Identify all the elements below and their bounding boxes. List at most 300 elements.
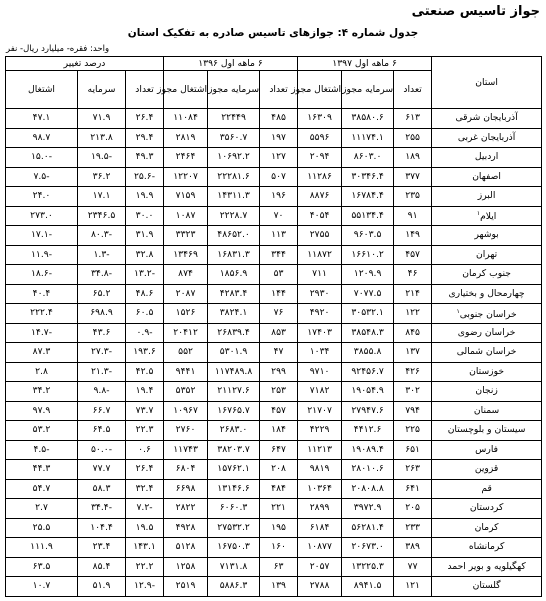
count-1396-cell: ۱۹۷ <box>260 128 298 148</box>
employment-header-change: اشتغال <box>6 71 78 109</box>
capital-1397-cell: ۳۸۵۵.۸ <box>342 343 394 363</box>
count-change-cell: ۱۹.۴ <box>126 382 164 402</box>
count-1397-cell: ۲۳۵ <box>394 187 432 207</box>
count-change-cell: ۲۲.۲ <box>126 557 164 577</box>
employment-1396-cell: ۱۰۹۶۷ <box>164 401 208 421</box>
province-cell <box>432 538 542 558</box>
capital-1397-cell: ۳۸۵۸۰.۶ <box>342 109 394 129</box>
capital-1396-cell: ۷۱۳۱.۸ <box>208 557 260 577</box>
employment-1396-cell: ۲۸۱۹ <box>164 128 208 148</box>
province-cell <box>432 245 542 265</box>
capital-1397-cell: ۵۶۲۸۱.۴ <box>342 518 394 538</box>
table-row <box>6 577 542 597</box>
count-change-cell: -۲۵.۶ <box>126 167 164 187</box>
province-cell <box>432 499 542 519</box>
employment-change-cell: -۱۸.۶ <box>6 265 78 285</box>
province-cell <box>432 440 542 460</box>
capital-1397-cell: ۱۹۰۵۴.۹ <box>342 382 394 402</box>
employment-change-cell: ۵۳.۲ <box>6 421 78 441</box>
employment-1397-cell: ۲۸۹۹ <box>298 499 342 519</box>
employment-1397-cell: ۹۷۱۰ <box>298 362 342 382</box>
count-1397-cell: ۷۷ <box>394 557 432 577</box>
count-change-cell: ۷۳.۷ <box>126 401 164 421</box>
count-1396-cell: ۲۵۳ <box>260 382 298 402</box>
employment-1397-cell: ۱۱۲۸۶ <box>298 167 342 187</box>
capital-1396-cell: ۱۶۸۳۱.۳ <box>208 245 260 265</box>
employment-1397-cell: ۱۰۳۴ <box>298 343 342 363</box>
employment-1397-cell: ۲۱۷۰۷ <box>298 401 342 421</box>
table-row <box>6 187 542 207</box>
capital-1397-cell: ۹۶۰۳.۵ <box>342 226 394 246</box>
capital-1396-cell: ۱۳۱۴۶.۶ <box>208 479 260 499</box>
employment-1397-cell: ۵۵۹۶ <box>298 128 342 148</box>
count-1397-cell: ۴۲۶ <box>394 362 432 382</box>
section-title: جواز تاسیس صنعتی <box>411 4 540 19</box>
employment-1397-cell: ۴۲۲۹ <box>298 421 342 441</box>
table-row <box>6 284 542 304</box>
count-1397-cell: ۸۴۵ <box>394 323 432 343</box>
count-1396-cell: ۱۹۶ <box>260 187 298 207</box>
count-change-cell: -۱۲.۹ <box>126 577 164 597</box>
count-1397-cell: ۷۹۴ <box>394 401 432 421</box>
capital-1396-cell: ۱۴۳۱۱.۳ <box>208 187 260 207</box>
province-name: تهران <box>476 248 498 260</box>
capital-change-cell: -۳۴.۴ <box>78 499 126 519</box>
employment-1396-cell: ۱۲۵۸ <box>164 557 208 577</box>
employment-change-cell: ۱۰.۷ <box>6 577 78 597</box>
employment-1397-cell: ۱۶۳۰۹ <box>298 109 342 129</box>
employment-1396-cell: ۶۶۹۸ <box>164 479 208 499</box>
count-change-cell: ۱۴۳.۱ <box>126 538 164 558</box>
province-cell <box>432 518 542 538</box>
employment-header-1397: اشتغال مجوز <box>298 71 342 109</box>
capital-1397-cell: ۷۰۷۷.۵ <box>342 284 394 304</box>
province-name: زنجان <box>475 385 498 397</box>
count-change-cell: ۴۲.۵ <box>126 362 164 382</box>
footnote-mark: ۱ <box>476 210 481 218</box>
capital-1396-cell: ۵۸۸۶.۳ <box>208 577 260 597</box>
count-1397-cell: ۲۲۵ <box>394 421 432 441</box>
capital-1397-cell: ۳۰۳۴۶.۴ <box>342 167 394 187</box>
employment-1396-cell: ۷۱۵۹ <box>164 187 208 207</box>
province-name: کرمانشاه <box>468 541 505 553</box>
table-row <box>6 401 542 421</box>
province-cell <box>432 401 542 421</box>
employment-change-cell: ۴۷.۱ <box>6 109 78 129</box>
count-change-cell: ۱۹.۹ <box>126 187 164 207</box>
capital-1397-cell: ۲۰۸۰۸.۸ <box>342 479 394 499</box>
count-1396-cell: ۴۸۴ <box>260 479 298 499</box>
employment-1396-cell: ۵۱۲۸ <box>164 538 208 558</box>
employment-change-cell: ۹۷.۹ <box>6 401 78 421</box>
count-change-cell: ۱۹۳.۶ <box>126 343 164 363</box>
count-1397-cell: ۶۱۳ <box>394 109 432 129</box>
count-change-cell: -۱۳.۲ <box>126 265 164 285</box>
province-name: اصفهان <box>472 170 501 182</box>
capital-1397-cell: ۸۹۴۱.۵ <box>342 577 394 597</box>
capital-1397-cell: ۲۰۶۷۳.۰ <box>342 538 394 558</box>
capital-change-cell: ۱۰۴.۴ <box>78 518 126 538</box>
capital-change-cell: -۱.۳ <box>78 245 126 265</box>
capital-1396-cell: ۳۸۲۰۳.۷ <box>208 440 260 460</box>
count-1396-cell: ۱۹۵ <box>260 518 298 538</box>
count-1396-cell: ۷۰ <box>260 206 298 226</box>
capital-1397-cell: ۸۶۰۳.۰ <box>342 148 394 168</box>
employment-change-cell: ۸۷.۳ <box>6 343 78 363</box>
employment-change-cell: -۴.۵ <box>6 440 78 460</box>
count-1397-cell: ۹۱ <box>394 206 432 226</box>
employment-change-cell: ۱۱۱.۹ <box>6 538 78 558</box>
province-cell <box>432 323 542 343</box>
province-name: کهگیلویه و بویر احمد <box>447 560 526 572</box>
capital-1397-cell: ۳۸۵۴۸.۳ <box>342 323 394 343</box>
capital-change-cell: ۳۶.۲ <box>78 167 126 187</box>
province-cell <box>432 577 542 597</box>
count-change-cell: ۴۹.۳ <box>126 148 164 168</box>
capital-1396-cell: ۱۶۷۶۵.۷ <box>208 401 260 421</box>
capital-change-cell: ۲۱۳.۸ <box>78 128 126 148</box>
group-header-1396: ۶ ماهه اول ۱۳۹۶ <box>164 57 298 71</box>
count-change-cell: ۱۹.۵ <box>126 518 164 538</box>
province-cell <box>432 167 542 187</box>
count-1397-cell: ۱۸۹ <box>394 148 432 168</box>
capital-header-1396: سرمایه مجوز <box>208 71 260 109</box>
employment-change-cell: ۶۳.۵ <box>6 557 78 577</box>
count-1396-cell: ۱۳۹ <box>260 577 298 597</box>
capital-1397-cell: ۵۵۱۳۴.۴ <box>342 206 394 226</box>
table-row <box>6 362 542 382</box>
capital-change-cell: -۱۹.۵ <box>78 148 126 168</box>
count-1396-cell: ۳۴۴ <box>260 245 298 265</box>
province-name: گلستان <box>472 580 501 592</box>
capital-1397-cell: ۱۱۱۷۴.۱ <box>342 128 394 148</box>
count-1397-cell: ۲۶۳ <box>394 460 432 480</box>
employment-change-cell: -۱۴.۷ <box>6 323 78 343</box>
count-1396-cell: ۱۴۴ <box>260 284 298 304</box>
capital-header-1397: سرمایه مجوز <box>342 71 394 109</box>
province-name: خراسان جنوبی <box>459 308 517 320</box>
employment-change-cell: ۲۵.۵ <box>6 518 78 538</box>
table-row <box>6 323 542 343</box>
count-1396-cell: ۱۲۷ <box>260 148 298 168</box>
count-1396-cell: ۱۱۳ <box>260 226 298 246</box>
employment-1396-cell: ۱۱۰۸۴ <box>164 109 208 129</box>
capital-change-cell: -۳۴.۸ <box>78 265 126 285</box>
employment-change-cell: ۲۲۲.۴ <box>6 304 78 324</box>
count-1397-cell: ۶۴۱ <box>394 479 432 499</box>
count-change-cell: -۷.۲ <box>126 499 164 519</box>
employment-change-cell: ۲۴.۰ <box>6 187 78 207</box>
province-cell <box>432 343 542 363</box>
permits-table <box>5 56 542 597</box>
employment-1397-cell: ۷۱۱ <box>298 265 342 285</box>
province-name: فارس <box>475 443 499 455</box>
province-cell <box>432 460 542 480</box>
employment-1397-cell: ۲۰۹۴ <box>298 148 342 168</box>
province-name: اردبیل <box>474 151 499 163</box>
province-name: خراسان رضوی <box>457 326 516 338</box>
province-cell <box>432 421 542 441</box>
count-1397-cell: ۳۸۹ <box>394 538 432 558</box>
employment-1396-cell: ۹۴۴۱ <box>164 362 208 382</box>
employment-1397-cell: ۹۸۱۹ <box>298 460 342 480</box>
province-cell <box>432 362 542 382</box>
table-row <box>6 265 542 285</box>
count-1396-cell: ۵۳ <box>260 265 298 285</box>
employment-1396-cell: ۲۴۶۴ <box>164 148 208 168</box>
capital-change-cell: ۸۵.۴ <box>78 557 126 577</box>
footnote-mark: ۱ <box>456 307 460 315</box>
capital-change-cell: ۶۶.۷ <box>78 401 126 421</box>
employment-1397-cell: ۱۱۸۷۲ <box>298 245 342 265</box>
capital-1397-cell: ۱۶۶۱۰.۲ <box>342 245 394 265</box>
count-1396-cell: ۱۶۰ <box>260 538 298 558</box>
employment-1397-cell: ۲۷۵۵ <box>298 226 342 246</box>
count-change-cell: ۲۶.۴ <box>126 460 164 480</box>
table-row <box>6 343 542 363</box>
count-1397-cell: ۲۱۴ <box>394 284 432 304</box>
employment-change-cell: ۳۴.۲ <box>6 382 78 402</box>
capital-change-cell: -۸۰.۳ <box>78 226 126 246</box>
province-name: کردستان <box>469 502 504 514</box>
employment-change-cell: ۹۸.۷ <box>6 128 78 148</box>
province-name: آذربایجان شرقی <box>455 112 518 124</box>
capital-1396-cell: ۴۲۸۳.۴ <box>208 284 260 304</box>
count-header-change: تعداد <box>126 71 164 109</box>
count-1396-cell: ۲۲۱ <box>260 499 298 519</box>
capital-1397-cell: ۳۹۷۲.۹ <box>342 499 394 519</box>
capital-change-cell: ۴۳.۶ <box>78 323 126 343</box>
employment-1396-cell: ۲۰۴۱۲ <box>164 323 208 343</box>
count-1397-cell: ۲۵۵ <box>394 128 432 148</box>
capital-1396-cell: ۲۲۲۸۱.۶ <box>208 167 260 187</box>
count-1397-cell: ۶۵۱ <box>394 440 432 460</box>
employment-change-cell: ۴۴.۳ <box>6 460 78 480</box>
employment-1397-cell: ۴۰۵۴ <box>298 206 342 226</box>
count-1396-cell: ۴۵۷ <box>260 401 298 421</box>
count-1397-cell: ۲۰۵ <box>394 499 432 519</box>
count-change-cell: ۲۶.۴ <box>126 109 164 129</box>
count-1396-cell: ۶۳ <box>260 557 298 577</box>
capital-change-cell: -۵۰.۰ <box>78 440 126 460</box>
employment-change-cell: -۱۱.۹ <box>6 245 78 265</box>
capital-1397-cell: ۱۹۰۸۹.۴ <box>342 440 394 460</box>
table-row <box>6 226 542 246</box>
unit-note: واحد: فقره- میلیارد ریال- نفر <box>6 44 110 54</box>
capital-change-cell: ۱۷.۱ <box>78 187 126 207</box>
capital-change-cell: -۲۱.۳ <box>78 362 126 382</box>
employment-1397-cell: ۱۷۴۰۳ <box>298 323 342 343</box>
count-1397-cell: ۳۷۷ <box>394 167 432 187</box>
count-change-cell: ۳۲.۴ <box>126 479 164 499</box>
employment-1397-cell: ۸۸۷۶ <box>298 187 342 207</box>
count-change-cell: ۲۲.۳ <box>126 421 164 441</box>
capital-change-cell: ۶۴.۵ <box>78 421 126 441</box>
province-name: البرز <box>477 190 496 202</box>
capital-1397-cell: ۹۲۴۵۶.۷ <box>342 362 394 382</box>
employment-1397-cell: ۱۰۸۷۷ <box>298 538 342 558</box>
capital-change-cell: -۲۷.۳ <box>78 343 126 363</box>
employment-1397-cell: ۶۱۸۴ <box>298 518 342 538</box>
capital-1397-cell: ۴۴۱۲.۶ <box>342 421 394 441</box>
count-1397-cell: ۴۵۷ <box>394 245 432 265</box>
capital-1396-cell: ۳۵۶۰.۷ <box>208 128 260 148</box>
count-1397-cell: ۴۶ <box>394 265 432 285</box>
province-cell <box>432 304 542 324</box>
table-row <box>6 304 542 324</box>
employment-1396-cell: ۳۳۲۳ <box>164 226 208 246</box>
capital-change-cell: ۵۸.۳ <box>78 479 126 499</box>
province-cell <box>432 148 542 168</box>
count-1396-cell: ۲۹۹ <box>260 362 298 382</box>
capital-header-change: سرمایه <box>78 71 126 109</box>
employment-1396-cell: ۴۹۲۸ <box>164 518 208 538</box>
count-1396-cell: ۶۴۷ <box>260 440 298 460</box>
employment-1397-cell: ۲۹۳۰ <box>298 284 342 304</box>
capital-1396-cell: ۱۶۷۵۰.۳ <box>208 538 260 558</box>
group-header-change: درصد تغییر <box>6 57 164 71</box>
table-row <box>6 382 542 402</box>
count-header-1396: تعداد <box>260 71 298 109</box>
count-header-1397: تعداد <box>394 71 432 109</box>
province-header: استان <box>432 57 542 109</box>
employment-1396-cell: ۲۵۱۹ <box>164 577 208 597</box>
capital-change-cell: ۲۳.۴ <box>78 538 126 558</box>
capital-1396-cell: ۲۶۸۳۹.۴ <box>208 323 260 343</box>
count-change-cell: ۶۰.۵ <box>126 304 164 324</box>
capital-change-cell: ۶۵.۲ <box>78 284 126 304</box>
count-change-cell: ۳۲.۸ <box>126 245 164 265</box>
capital-1397-cell: ۱۶۷۸۴.۴ <box>342 187 394 207</box>
count-change-cell: -۰.۹ <box>126 323 164 343</box>
table-row <box>6 479 542 499</box>
capital-1397-cell: ۲۷۹۴۷.۶ <box>342 401 394 421</box>
employment-1396-cell: ۱۲۲۰۷ <box>164 167 208 187</box>
province-name: ایلام <box>480 211 497 223</box>
employment-change-cell: ۲۷۳.۰ <box>6 206 78 226</box>
count-1396-cell: ۱۸۴ <box>260 421 298 441</box>
count-1396-cell: ۲۰۸ <box>260 460 298 480</box>
employment-1396-cell: ۲۰۸۷ <box>164 284 208 304</box>
capital-change-cell: ۶۹۸.۹ <box>78 304 126 324</box>
employment-1396-cell: ۱۱۷۴۳ <box>164 440 208 460</box>
province-cell <box>432 479 542 499</box>
capital-1396-cell: ۱۵۷۶۲.۱ <box>208 460 260 480</box>
capital-1396-cell: ۱۱۷۴۸۹.۸ <box>208 362 260 382</box>
count-change-cell: ۰.۶ <box>126 440 164 460</box>
employment-1396-cell: ۶۸۰۴ <box>164 460 208 480</box>
capital-1397-cell: ۱۲۰۹.۹ <box>342 265 394 285</box>
employment-1397-cell: ۲۷۸۸ <box>298 577 342 597</box>
count-1396-cell: ۴۷ <box>260 343 298 363</box>
table-row <box>6 421 542 441</box>
province-name: سیستان و بلوچستان <box>447 424 526 436</box>
count-change-cell: ۳۰.۰ <box>126 206 164 226</box>
province-cell <box>432 206 542 226</box>
count-1396-cell: ۴۸۵ <box>260 109 298 129</box>
count-change-cell: ۲۹.۴ <box>126 128 164 148</box>
capital-1396-cell: ۶۰۶۰.۳ <box>208 499 260 519</box>
employment-1396-cell: ۵۳۵۲ <box>164 382 208 402</box>
employment-1396-cell: ۸۷۴ <box>164 265 208 285</box>
province-cell <box>432 128 542 148</box>
capital-change-cell: ۷۷.۷ <box>78 460 126 480</box>
province-cell <box>432 265 542 285</box>
capital-1396-cell: ۲۱۱۲۷.۶ <box>208 382 260 402</box>
employment-1396-cell: ۱۳۴۶۹ <box>164 245 208 265</box>
count-1397-cell: ۱۲۲ <box>394 304 432 324</box>
capital-change-cell: ۷۱.۹ <box>78 109 126 129</box>
table-row <box>6 518 542 538</box>
employment-1397-cell: ۱۰۳۶۴ <box>298 479 342 499</box>
capital-1397-cell: ۲۸۰۱۰.۶ <box>342 460 394 480</box>
group-header-1397: ۶ ماهه اول ۱۳۹۷ <box>298 57 432 71</box>
employment-1397-cell: ۱۱۲۱۳ <box>298 440 342 460</box>
province-name: آذربایجان غربی <box>457 131 516 143</box>
province-cell <box>432 382 542 402</box>
capital-1397-cell: ۳۰۵۳۲.۱ <box>342 304 394 324</box>
employment-1396-cell: ۱۵۲۶ <box>164 304 208 324</box>
province-name: سمنان <box>473 404 500 416</box>
table-row <box>6 245 542 265</box>
table-row <box>6 148 542 168</box>
table-body <box>6 109 542 597</box>
capital-change-cell: ۲۳۴۶.۵ <box>78 206 126 226</box>
province-name: خوزستان <box>469 365 505 377</box>
table-row <box>6 460 542 480</box>
table-row <box>6 440 542 460</box>
capital-1396-cell: ۱۸۵۶.۹ <box>208 265 260 285</box>
capital-1396-cell: ۵۳۰۱.۹ <box>208 343 260 363</box>
province-name: خراسان شمالی <box>456 346 517 358</box>
table-row <box>6 538 542 558</box>
capital-1397-cell: ۱۳۲۲۵.۳ <box>342 557 394 577</box>
capital-change-cell: ۵۱.۹ <box>78 577 126 597</box>
employment-change-cell: ۴۰.۴ <box>6 284 78 304</box>
employment-change-cell: -۱۵.۰ <box>6 148 78 168</box>
table-row <box>6 128 542 148</box>
province-name: بوشهر <box>474 229 499 241</box>
employment-1397-cell: ۴۹۲۰ <box>298 304 342 324</box>
employment-1396-cell: ۱۰۸۷ <box>164 206 208 226</box>
employment-change-cell: ۵۴.۷ <box>6 479 78 499</box>
count-1396-cell: ۸۵۳ <box>260 323 298 343</box>
province-name: قم <box>481 482 492 494</box>
count-change-cell: ۳۱.۹ <box>126 226 164 246</box>
employment-change-cell: ۲.۸ <box>6 362 78 382</box>
province-cell <box>432 109 542 129</box>
province-cell <box>432 284 542 304</box>
employment-header-1396: اشتغال مجوز <box>164 71 208 109</box>
table-row <box>6 557 542 577</box>
table-row <box>6 167 542 187</box>
capital-1396-cell: ۲۲۴۴۹ <box>208 109 260 129</box>
capital-1396-cell: ۳۸۲۴.۱ <box>208 304 260 324</box>
employment-change-cell: -۱۷.۱ <box>6 226 78 246</box>
employment-1397-cell: ۷۱۸۲ <box>298 382 342 402</box>
table-row <box>6 109 542 129</box>
table-title: جدول شماره ۴: جوازهای تاسیس صادره به تفکیک استان <box>127 27 419 39</box>
province-name: چهارمحال و بختیاری <box>448 287 525 299</box>
count-1396-cell: ۵۰۷ <box>260 167 298 187</box>
table-row <box>6 206 542 226</box>
capital-1396-cell: ۲۶۸۳.۰ <box>208 421 260 441</box>
capital-1396-cell: ۱۰۶۹۲.۲ <box>208 148 260 168</box>
capital-1396-cell: ۲۲۲۸.۷ <box>208 206 260 226</box>
count-1397-cell: ۱۳۷ <box>394 343 432 363</box>
count-1397-cell: ۱۴۹ <box>394 226 432 246</box>
count-1396-cell: ۷۶ <box>260 304 298 324</box>
